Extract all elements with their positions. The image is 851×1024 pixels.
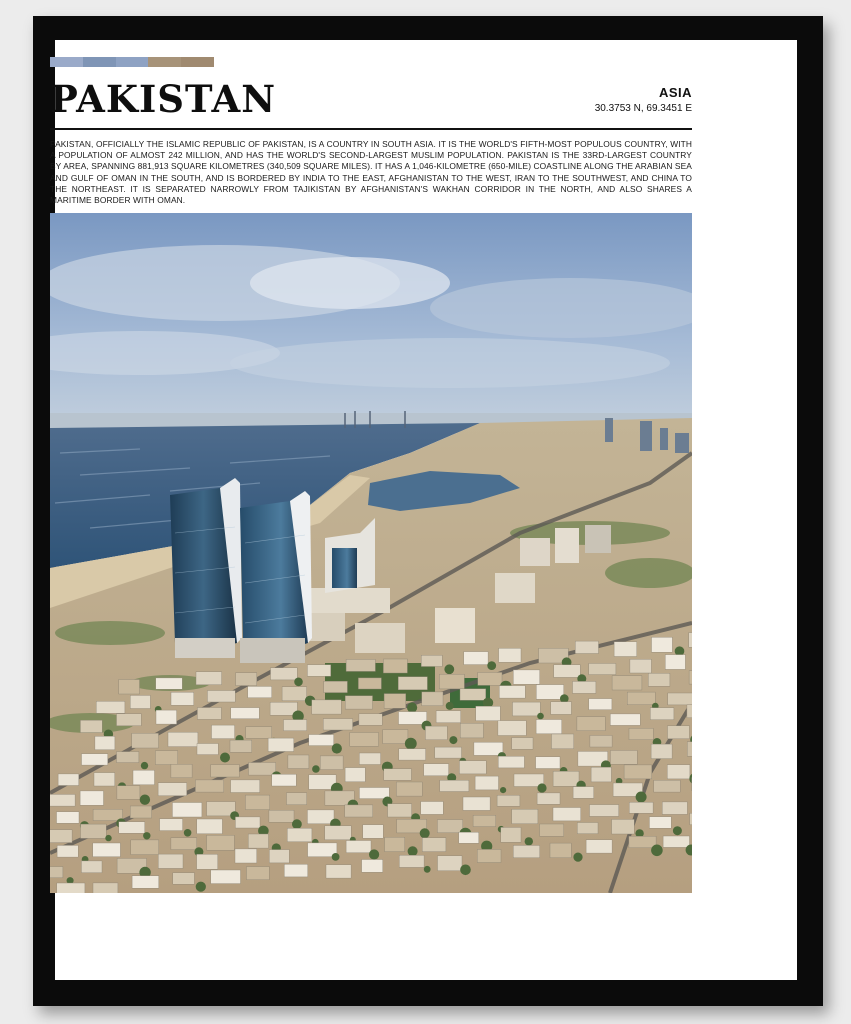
house-rooftop: [94, 773, 115, 786]
house-rooftop: [173, 873, 195, 885]
house-rooftop: [384, 694, 406, 709]
house-rooftop: [247, 867, 270, 880]
house-rooftop: [359, 788, 389, 799]
house-rooftop: [629, 836, 656, 848]
house-rooftop: [536, 757, 560, 769]
swatch: [116, 57, 149, 67]
house-rooftop: [284, 864, 307, 877]
house-rooftop: [236, 673, 257, 686]
house-rooftop: [440, 780, 469, 791]
house-rooftop: [326, 865, 351, 878]
house-rooftop: [540, 824, 564, 836]
house-rooftop: [629, 802, 653, 813]
house-rooftop: [231, 708, 259, 719]
house-rooftop: [399, 855, 424, 867]
house-rooftop: [662, 802, 687, 815]
tree: [446, 702, 454, 710]
house-rooftop: [168, 732, 198, 746]
house-rooftop: [160, 819, 183, 831]
house-rooftop: [345, 768, 365, 782]
house-rooftop: [424, 764, 449, 776]
house-rooftop: [282, 687, 307, 701]
house-rooftop: [345, 696, 372, 709]
tree: [636, 792, 647, 803]
house-rooftop: [50, 867, 63, 878]
house-rooftop: [119, 822, 145, 833]
tree: [537, 713, 544, 720]
house-rooftop: [554, 665, 581, 678]
house-rooftop: [362, 860, 383, 873]
house-rooftop: [551, 702, 572, 715]
tree: [424, 866, 431, 873]
house-rooftop: [235, 849, 257, 863]
house-rooftop: [437, 820, 462, 833]
tree: [332, 853, 340, 861]
house-rooftop: [667, 765, 690, 779]
tree: [196, 882, 206, 892]
house-rooftop: [513, 702, 541, 716]
swatch: [181, 57, 214, 67]
house-rooftop: [50, 794, 75, 806]
house-rooftop: [399, 749, 426, 760]
tree: [105, 835, 111, 841]
tree: [220, 753, 230, 763]
house-rooftop: [346, 841, 371, 853]
house-rooftop: [312, 700, 342, 714]
house-rooftop: [589, 699, 612, 710]
tree: [420, 828, 430, 838]
house-rooftop: [212, 725, 235, 739]
geo-info: [595, 85, 692, 118]
house-rooftop: [384, 769, 412, 780]
house-rooftop: [345, 805, 373, 817]
house-rooftop: [460, 689, 486, 701]
house-rooftop: [553, 771, 579, 786]
house-rooftop: [324, 681, 348, 692]
house-rooftop: [131, 840, 159, 855]
house-rooftop: [249, 763, 276, 776]
swatch: [83, 57, 116, 67]
house-rooftop: [668, 693, 692, 705]
house-rooftop: [248, 686, 272, 697]
divider: [50, 128, 692, 130]
house-rooftop: [132, 733, 159, 748]
aerial-city-photo: [50, 213, 692, 893]
house-rooftop: [463, 797, 490, 810]
house-rooftop: [513, 670, 539, 684]
house-rooftop: [624, 765, 652, 779]
tree: [444, 664, 454, 674]
house-rooftop: [58, 774, 79, 786]
title-row: [50, 77, 692, 121]
house-rooftop: [130, 695, 150, 708]
house-rooftop: [385, 837, 405, 851]
house-rooftop: [590, 735, 612, 747]
house-rooftop: [550, 843, 571, 858]
house-rooftop: [320, 756, 343, 770]
house-rooftop: [196, 672, 222, 685]
house-rooftop: [575, 641, 598, 653]
house-rooftop: [573, 681, 596, 693]
house-rooftop: [271, 668, 298, 680]
house-rooftop: [474, 742, 503, 755]
house-rooftop: [284, 720, 307, 731]
poster-header: [50, 57, 692, 206]
house-rooftop: [383, 730, 408, 744]
house-rooftop: [117, 752, 139, 763]
house-rooftop: [156, 678, 183, 689]
house-rooftop: [577, 823, 598, 834]
house-rooftop: [629, 728, 653, 740]
house-rooftop: [665, 655, 685, 670]
house-rooftop: [95, 736, 115, 750]
tree: [460, 865, 471, 876]
tree: [487, 661, 496, 670]
house-rooftop: [438, 856, 463, 871]
country-title: PAKISTAN: [50, 77, 277, 121]
house-rooftop: [245, 795, 269, 810]
house-rooftop: [589, 663, 616, 674]
swatch: [148, 57, 181, 67]
house-rooftop: [172, 803, 202, 818]
house-rooftop: [668, 726, 690, 739]
house-rooftop: [552, 734, 574, 749]
house-rooftop: [630, 659, 652, 673]
house-rooftop: [117, 786, 140, 800]
house-rooftop: [81, 861, 102, 873]
tree: [294, 678, 303, 687]
house-rooftop: [346, 659, 375, 671]
house-rooftop: [272, 774, 297, 786]
tree: [312, 765, 320, 773]
house-rooftop: [195, 780, 223, 792]
house-rooftop: [687, 705, 692, 718]
house-rooftop: [649, 817, 671, 829]
house-rooftop: [307, 665, 330, 677]
house-rooftop: [654, 780, 681, 792]
tree: [449, 736, 457, 744]
house-rooftop: [388, 804, 412, 817]
house-rooftop: [399, 712, 427, 725]
house-rooftop: [459, 832, 479, 843]
house-rooftop: [536, 720, 562, 734]
house-rooftop: [197, 819, 223, 834]
house-rooftop: [477, 849, 501, 862]
house-rooftop: [610, 750, 637, 764]
tree: [141, 762, 148, 769]
house-rooftop: [586, 840, 612, 853]
house-rooftop: [197, 708, 221, 720]
house-rooftop: [421, 655, 442, 666]
house-rooftop: [211, 870, 241, 884]
house-rooftop: [650, 708, 674, 720]
color-swatches: [50, 57, 214, 67]
house-rooftop: [512, 809, 538, 824]
house-rooftop: [197, 854, 218, 869]
house-rooftop: [350, 733, 379, 747]
house-rooftop: [323, 719, 352, 730]
house-rooftop: [501, 827, 521, 842]
house-rooftop: [425, 726, 447, 740]
house-rooftop: [475, 776, 498, 790]
house-rooftop: [81, 824, 107, 838]
house-rooftop: [498, 756, 524, 768]
house-rooftop: [689, 671, 692, 684]
house-rooftop: [689, 633, 692, 648]
tree: [651, 845, 663, 857]
tree: [140, 795, 150, 805]
house-rooftop: [156, 710, 177, 724]
house-rooftop: [288, 755, 309, 769]
house-rooftop: [436, 711, 461, 723]
house-rooftop: [577, 717, 605, 731]
house-rooftop: [235, 817, 260, 828]
house-rooftop: [269, 850, 289, 863]
house-rooftop: [627, 692, 655, 705]
house-rooftop: [57, 812, 80, 824]
house-rooftop: [130, 806, 151, 818]
house-rooftop: [421, 802, 443, 815]
house-rooftop: [171, 838, 197, 850]
house-rooftop: [269, 810, 294, 822]
house-rooftop: [132, 876, 159, 888]
house-rooftop: [119, 680, 140, 695]
house-rooftop: [158, 783, 187, 796]
tree: [292, 819, 302, 829]
house-rooftop: [246, 727, 272, 739]
house-rooftop: [663, 836, 689, 847]
house-rooftop: [610, 714, 640, 726]
tree: [573, 853, 582, 862]
house-rooftop: [439, 674, 464, 689]
tree: [332, 743, 342, 753]
house-rooftop: [325, 826, 351, 840]
house-rooftop: [460, 723, 483, 738]
tree: [408, 846, 418, 856]
house-rooftop: [117, 714, 142, 726]
house-rooftop: [614, 642, 637, 657]
tree: [525, 837, 533, 845]
house-rooftop: [648, 673, 670, 686]
house-rooftop: [171, 764, 192, 778]
tree: [407, 703, 417, 713]
house-rooftop: [171, 692, 194, 705]
house-rooftop: [287, 793, 307, 805]
house-rooftop: [398, 677, 427, 690]
house-rooftop: [690, 813, 692, 825]
house-rooftop: [497, 795, 520, 806]
house-rooftop: [553, 808, 581, 821]
house-rooftop: [473, 815, 496, 826]
house-rooftop: [96, 701, 125, 713]
tree: [500, 787, 506, 793]
house-rooftop: [652, 637, 673, 652]
house-rooftop: [197, 744, 218, 755]
house-rooftop: [476, 706, 501, 721]
house-rooftop: [435, 747, 462, 758]
continent-label: ASIA: [658, 85, 692, 100]
house-rooftop: [211, 765, 240, 777]
house-rooftop: [207, 691, 235, 703]
photo-illustration: [50, 213, 692, 893]
house-rooftop: [537, 793, 560, 804]
house-rooftop: [590, 805, 619, 817]
house-rooftop: [80, 720, 102, 732]
house-rooftop: [93, 843, 121, 857]
house-rooftop: [536, 685, 564, 700]
house-rooftop: [358, 678, 381, 689]
house-rooftop: [155, 751, 177, 765]
house-rooftop: [307, 810, 334, 824]
tree: [405, 738, 417, 750]
house-rooftop: [612, 676, 642, 690]
house-rooftop: [133, 770, 155, 785]
house-rooftop: [231, 780, 260, 793]
house-rooftop: [687, 742, 692, 757]
house-rooftop: [459, 761, 486, 774]
tree: [537, 783, 546, 792]
house-rooftop: [422, 692, 443, 706]
house-rooftop: [359, 753, 380, 765]
house-rooftop: [230, 740, 252, 752]
house-rooftop: [612, 819, 635, 834]
house-rooftop: [513, 845, 539, 857]
house-rooftop: [57, 883, 85, 893]
house-rooftop: [57, 845, 78, 857]
tree: [673, 826, 682, 835]
house-rooftop: [93, 809, 122, 820]
house-rooftop: [82, 754, 108, 765]
tree: [184, 829, 192, 837]
house-rooftop: [396, 782, 422, 796]
house-rooftop: [268, 738, 294, 751]
house-rooftop: [309, 735, 334, 746]
house-rooftop: [498, 721, 526, 736]
house-rooftop: [512, 738, 533, 750]
country-description: PAKISTAN, OFFICIALLY THE ISLAMIC REPUBLIC OF PAKISTAN, IS A COUNTRY IN SOUTH ASIA. IT IS THE WORLD'S FIFTH-MOST POPULOUS COUNTRY, WITH A POPULATION OF ALMOST 242 MILLION, AND HAS THE WORLD'S SECOND-LARGEST MUSLIM POPULATION. PAKISTAN IS THE 33RD-LARGEST COUNTRY BY AREA, SPANNING 881,913 SQUARE KILOMETRES (340,509 SQUARE MILES). IT HAS A 1,046-KILOMETRE (650-MILE) COASTLINE ALONG THE ARABIAN SEA AND GULF OF OMAN IN THE SOUTH, AND IS BORDERED BY INDIA TO THE EAST, AFGHANISTAN TO THE WEST, IRAN TO THE SOUTHWEST, AND CHINA TO THE NORTHEAST. IT IS SEPARATED NARROWLY FROM TAJIKISTAN BY AFGHANISTAN'S WAKHAN CORRIDOR IN THE NORTH, AND ALSO SHARES A MARITIME BORDER WITH OMAN.: [50, 139, 692, 206]
house-rooftop: [499, 648, 521, 662]
house-rooftop: [651, 744, 672, 759]
house-rooftop: [383, 659, 407, 673]
house-rooftop: [359, 714, 382, 726]
house-rooftop: [478, 672, 502, 685]
house-rooftop: [573, 787, 594, 799]
swatch: [50, 57, 83, 67]
house-rooftop: [363, 825, 383, 839]
tree: [143, 832, 150, 839]
house-rooftop: [248, 834, 268, 848]
house-rooftop: [591, 767, 611, 782]
house-rooftop: [50, 830, 72, 843]
house-rooftop: [93, 883, 118, 893]
house-rooftop: [207, 835, 235, 850]
house-rooftop: [80, 791, 103, 805]
house-rooftop: [287, 828, 312, 842]
house-rooftop: [499, 686, 525, 699]
house-rooftop: [422, 838, 446, 852]
coordinates-label: 30.3753 N, 69.3451 E: [594, 103, 692, 114]
house-rooftop: [464, 652, 488, 665]
house-rooftop: [158, 854, 183, 868]
tree: [369, 849, 379, 859]
